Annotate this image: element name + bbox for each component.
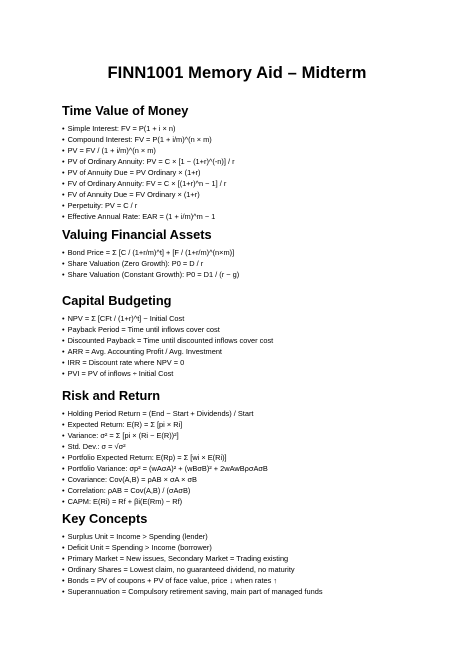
list-item: • Holding Period Return = (End − Start + Dividends) / Start	[62, 408, 444, 419]
list-item: • Portfolio Variance: σp² = (wAσA)² + (wBσB)² + 2wAwBρσAσB	[62, 463, 444, 474]
list-item: • Bonds = PV of coupons + PV of face value, price ↓ when rates ↑	[62, 575, 444, 586]
section-valuing-financial-assets	[62, 227, 444, 280]
list-item: • Primary Market = New issues, Secondary Market = Trading existing	[62, 553, 444, 564]
list-item: • PV of Annuity Due = PV Ordinary × (1+r)	[62, 167, 444, 178]
list-item: • ARR = Avg. Accounting Profit / Avg. Investment	[62, 346, 444, 357]
document-title: FINN1001 Memory Aid – Midterm	[107, 64, 367, 82]
section-heading: Capital Budgeting	[62, 293, 172, 308]
section-key-concepts	[62, 511, 444, 597]
list-item: • Superannuation = Compulsory retirement saving, main part of managed funds	[62, 586, 444, 597]
section-capital-budgeting	[62, 293, 444, 379]
list-item: • Share Valuation (Zero Growth): P0 = D / r	[62, 258, 444, 269]
list-item: • FV of Annuity Due = FV Ordinary × (1+r)	[62, 189, 444, 200]
section-heading: Risk and Return	[62, 388, 161, 403]
list-item: • Payback Period = Time until inflows cover cost	[62, 324, 444, 335]
formula-list	[62, 408, 444, 507]
list-item: • FV of Ordinary Annuity: FV = C × [(1+r)^n − 1] / r	[62, 178, 444, 189]
list-item: • Effective Annual Rate: EAR = (1 + i/m)^m − 1	[62, 211, 444, 222]
list-item: • CAPM: E(Ri) = Rf + βi(E(Rm) − Rf)	[62, 496, 444, 507]
list-item: • Covariance: Cov(A,B) = ρAB × σA × σB	[62, 474, 444, 485]
list-item: • Deficit Unit = Spending > Income (borrower)	[62, 542, 444, 553]
list-item: • Share Valuation (Constant Growth): P0 = D1 / (r − g)	[62, 269, 444, 280]
section-heading: Valuing Financial Assets	[62, 227, 212, 242]
section-heading: Key Concepts	[62, 511, 148, 526]
list-item: • Compound Interest: FV = P(1 + i/m)^(n × m)	[62, 134, 444, 145]
list-item: • PVI = PV of inflows ÷ Initial Cost	[62, 368, 444, 379]
list-item: • Correlation: ρAB = Cov(A,B) / (σAσB)	[62, 485, 444, 496]
section-risk-and-return	[62, 388, 444, 507]
list-item: • Simple Interest: FV = P(1 + i × n)	[62, 123, 444, 134]
list-item: • Surplus Unit = Income > Spending (lender)	[62, 531, 444, 542]
list-item: • PV of Ordinary Annuity: PV = C × [1 − (1+r)^(-n)] / r	[62, 156, 444, 167]
list-item: • Variance: σ² = Σ [pi × (Ri − E(R))²]	[62, 430, 444, 441]
list-item: • Portfolio Expected Return: E(Rp) = Σ [wi × E(Ri)]	[62, 452, 444, 463]
list-item: • IRR = Discount rate where NPV = 0	[62, 357, 444, 368]
section-time-value-of-money	[62, 103, 444, 222]
list-item: • Expected Return: E(R) = Σ [pi × Ri]	[62, 419, 444, 430]
formula-list	[62, 247, 444, 280]
list-item: • Ordinary Shares = Lowest claim, no guaranteed dividend, no maturity	[62, 564, 444, 575]
formula-list	[62, 531, 444, 597]
formula-list	[62, 123, 444, 222]
list-item: • Std. Dev.: σ = √σ²	[62, 441, 444, 452]
list-item: • Discounted Payback = Time until discounted inflows cover cost	[62, 335, 444, 346]
formula-list	[62, 313, 444, 379]
list-item: • Perpetuity: PV = C / r	[62, 200, 444, 211]
list-item: • PV = FV / (1 + i/m)^(n × m)	[62, 145, 444, 156]
list-item: • NPV = Σ [CFt / (1+r)^t] − Initial Cost	[62, 313, 444, 324]
section-heading: Time Value of Money	[62, 103, 189, 118]
list-item: • Bond Price = Σ [C / (1+r/m)^t] + [F / (1+r/m)^(n×m)]	[62, 247, 444, 258]
